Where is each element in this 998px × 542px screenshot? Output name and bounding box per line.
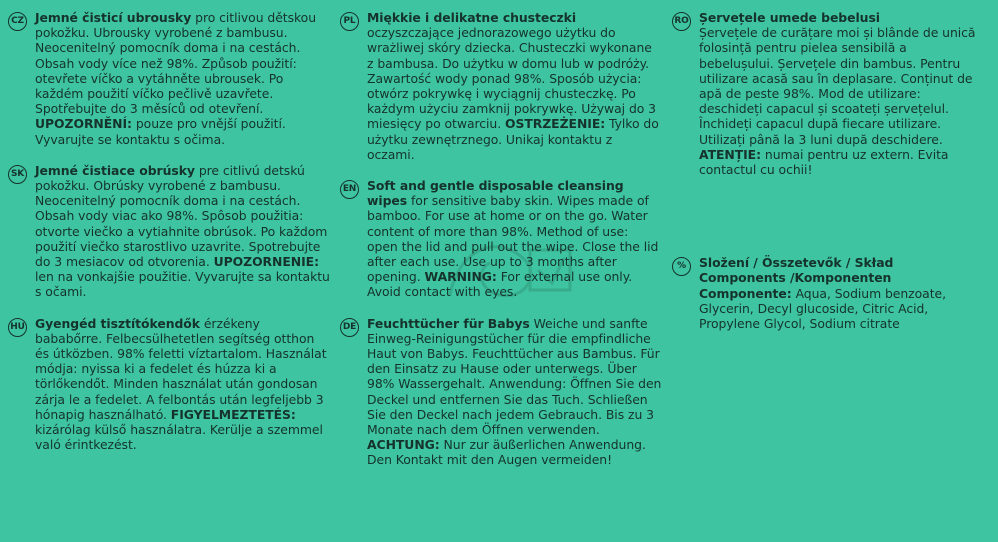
section-hu xyxy=(8,316,330,453)
section-sk xyxy=(8,163,330,300)
section-text-hu: Gyengéd tisztítókendők érzékeny bababőrre. Felbecsülhetetlen segítség otthon és útközben. 98% feletti víztartalom. Használat módja: nyissa ki a fedelet és húzza ki a törlőkendőt. Minden használat után gondosan zárja le a fedelet. A felbontás után legfeljebb 3 hónapig használható. FIGYELMEZTETÉS: kizárólag külső használatra. Kerülje a szemmel való érintkezést. xyxy=(35,315,327,453)
column-2 xyxy=(340,10,662,468)
language-badge-hu: HU xyxy=(8,318,27,337)
column-1 xyxy=(8,10,330,452)
language-badge-en: EN xyxy=(340,180,359,199)
language-badge-cz: CZ xyxy=(8,12,27,31)
percent-badge-icon: % xyxy=(672,257,691,276)
section-text-sk: Jemné čistiace obrúsky pre citlivú detskú pokožku. Obrúsky vyrobené z bambusu. Neocenitelný pomocník doma i na cestách. Obsah vody viac ako 98%. Spôsob použitia: otvorte viečko a vytiahnite obrúsok. Po každom použití viečko starostlivo uzavrite. Spotrebujte do 3 mesiacov od otvorenia. UPOZORNENIE: len na vonkajšie použitie. Vyvarujte sa kontaktu s očami. xyxy=(35,162,330,300)
section-text-ingredients: Složení / Összetevők / Skład Components /Komponenten Componente: Aqua, Sodium benzoate, Glycerin, Decyl glucoside, Citric Acid, Propylene Glycol, Sodium citrate xyxy=(699,255,946,332)
language-badge-pl: PL xyxy=(340,12,359,31)
section-text-cz: Jemné čisticí ubrousky pro citlivou dětskou pokožku. Ubrousky vyrobené z bambusu. Neocenitelný pomocník doma i na cestách. Obsah vody více než 98%. Způsob použití: otevřete víčko a vytáhněte ubrousek. Po každém použití víčko pečlivě uzavřete. Spotřebujte do 3 měsíců od otevření. UPOZORNĚNÍ: pouze pro vnější použití. Vyvarujte se kontaktu s očima. xyxy=(35,10,317,147)
section-de xyxy=(340,316,662,468)
section-en xyxy=(340,178,662,300)
section-text-de: Feuchttücher für Babys Weiche und sanfte Einweg-Reinigungstücher für die empfindliche Haut von Babys. Feuchttücher aus Bambus. Für den Einsatz zu Hause oder unterwegs. Über 98% Wassergehalt. Anwendung: Öffnen Sie den Deckel und entfernen Sie das Tuch. Schließen Sie den Deckel nach jedem Gebrauch. Bis zu 3 Monate nach dem Öffnen verwenden. ACHTUNG: Nur zur äußerlichen Anwendung. Den Kontakt mit den Augen vermeiden! xyxy=(367,315,662,468)
section-pl xyxy=(340,10,662,162)
section-ro xyxy=(672,10,982,177)
columns-container xyxy=(8,10,990,534)
section-text-ro: Șervețele umede bebelusi Șervețele de curățare moi și blânde de unică folosință pentru pielea sensibilă a bebelușului. Șervețele din bambus. Pentru utilizare acasă sau în deplasare. Conținut de apă de peste 98%. Mod de utilizare: deschideți capacul și scoateți șervețelul. Închideți capacul după fiecare utilizare. Utilizați până la 3 luni după deschidere. ATENȚIE: numai pentru uz extern. Evita contactul cu ochii! xyxy=(699,10,976,178)
language-badge-ro: RO xyxy=(672,12,691,31)
language-badge-sk: SK xyxy=(8,165,27,184)
section-cz xyxy=(8,10,330,147)
column-3 xyxy=(672,10,982,331)
section-text-en: Soft and gentle disposable cleansing wipes for sensitive baby skin. Wipes made of bamboo. For use at home or on the go. Water content of more than 98%. Method of use: open the lid and pull out the wipe. Close the lid after each use. Use up to 3 months after opening. WARNING: For external use only. Avoid contact with eyes. xyxy=(367,178,659,300)
section-text-pl: Miękkie i delikatne chusteczki oczyszczające jednorazowego użytku do wrażliwej skóry dziecka. Chusteczki wykonane z bambusa. Do użytku w domu lub w podróży. Zawartość wody ponad 98%. Sposób użycia: otwórz pokrywkę i wyciągnij chusteczkę. Po każdym użyciu zamknij pokrywkę. Używaj do 3 miesięcy po otwarciu. OSTRZEŻENIE: Tylko do użytku zewnętrznego. Unikaj kontaktu z oczami. xyxy=(367,10,659,162)
language-badge-de: DE xyxy=(340,318,359,337)
section-ingredients xyxy=(672,255,982,331)
